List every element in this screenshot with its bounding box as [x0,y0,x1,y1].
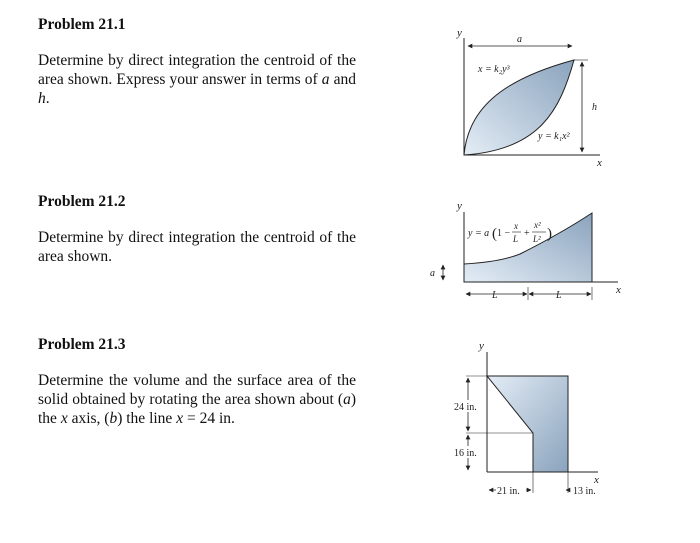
dim-16-label: 16 in. [454,448,477,459]
paren-close: ) [547,226,552,242]
problem-title: Problem 21.2 [38,193,126,210]
dim-24-label: 24 in. [454,402,477,413]
figure-1-group [456,27,602,169]
dim-13-label: 13 in. [573,486,596,497]
frac-1-num: x [514,221,518,231]
dim-h-label: h [592,102,597,113]
x-axis-label: x [616,284,621,296]
figure-2-group [430,200,621,301]
y-axis-label: y [457,27,462,39]
shaded-area [464,213,592,282]
dim-L-label: L [556,290,562,301]
curve-equation-one: 1 − [497,228,511,239]
curve-equation-plus: + [524,228,530,239]
y-axis-label: y [457,200,462,212]
problem-statement: Determine by direct integration the centroid of the area shown. [38,229,356,265]
problem-statement: Determine the volume and the surface area of the solid obtained by rotating the area shown about (a) the x axis, (b) the line x = 24 in. [38,372,356,427]
figure-3-group [452,340,599,497]
shaded-area [487,376,568,472]
curve-equation-lhs: y = a [468,228,490,239]
frac-2-num: x² [534,220,541,230]
curve-2-label: y = k₁x² [538,131,570,142]
problem-title: Problem 21.1 [38,16,126,33]
curve-1-label: x = k₂y³ [478,64,510,75]
x-axis-label: x [597,157,602,169]
dim-a-label: a [430,268,435,279]
problem-title: Problem 21.3 [38,336,126,353]
problem-statement: Determine by direct integration the centroid of the area shown. Express your answer in terms of a and h. [38,52,356,107]
dim-a-label: a [517,34,522,45]
dim-21-label: 21 in. [497,486,520,497]
y-axis-label: y [479,340,484,352]
dim-L-label: L [492,290,498,301]
paren-open: ( [492,226,497,242]
frac-1-den: L [513,234,519,244]
x-axis-label: x [594,474,599,486]
frac-2-den: L² [533,234,541,244]
